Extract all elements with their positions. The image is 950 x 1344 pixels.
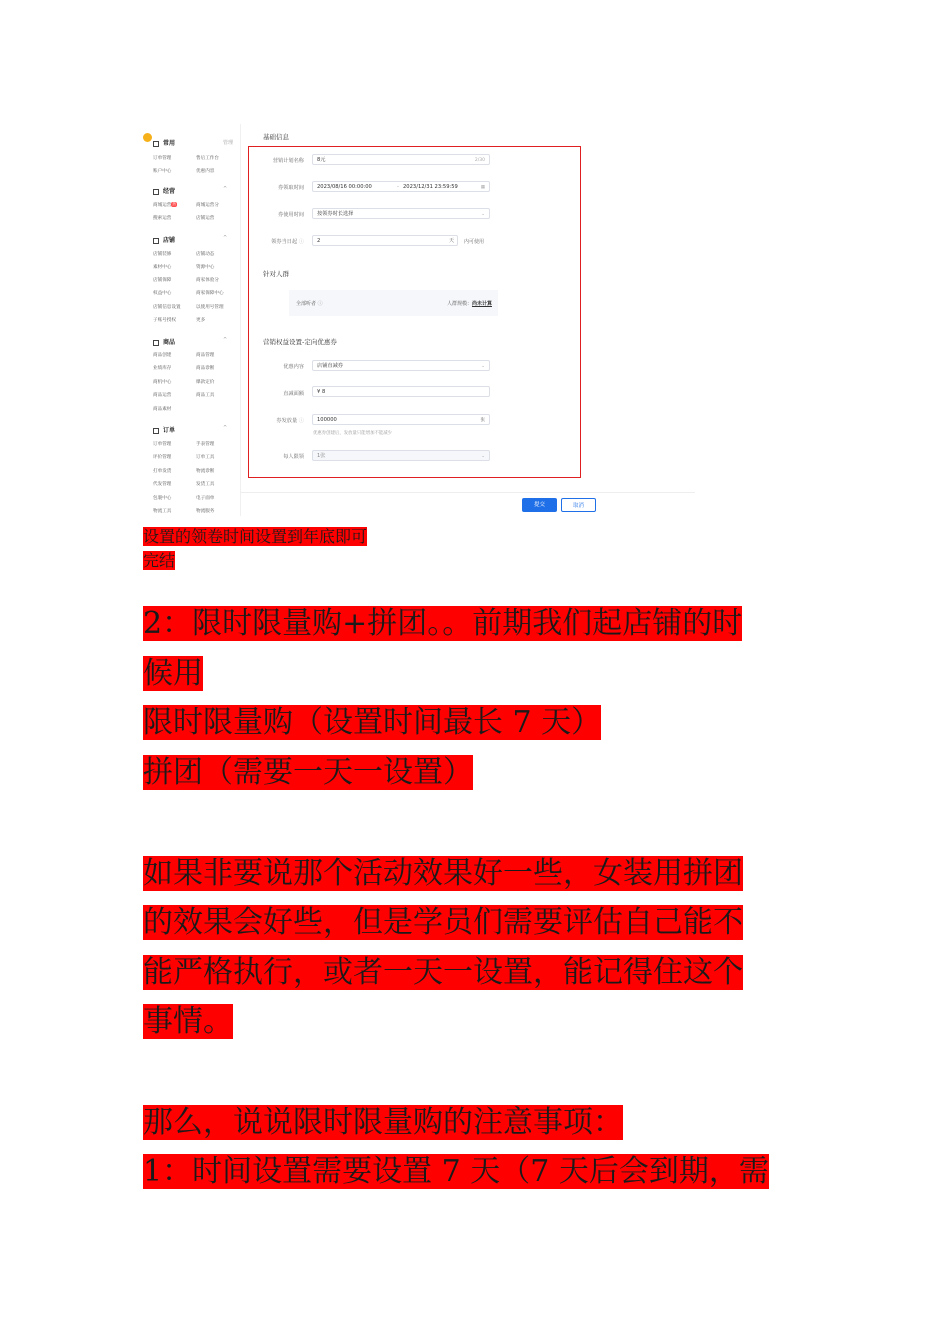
limit-label: 每人限领: [283, 454, 304, 460]
section-icon: [153, 141, 159, 147]
sidebar-item[interactable]: 订单管理: [153, 442, 172, 447]
doc-line: 限时限量购（设置时间最长 7 天）: [143, 705, 602, 740]
sidebar-item[interactable]: 代发管理: [153, 482, 172, 487]
claim-time-range[interactable]: 2023/08/16 00:00:00 - 2023/12/31 23:59:59 ▦: [312, 181, 490, 192]
info-icon: ⓘ: [297, 418, 304, 424]
submit-button[interactable]: 提交: [522, 498, 557, 512]
sidebar-item[interactable]: 商品管理: [196, 353, 215, 358]
section-icon: [153, 238, 159, 244]
sidebar-item[interactable]: 订单管理: [153, 156, 172, 161]
sidebar-item[interactable]: 素材中心: [153, 265, 172, 270]
target-title: 针对人群: [263, 270, 289, 278]
doc-line: 1：时间设置需要设置 7 天（7 天后会到期，需: [143, 1154, 769, 1189]
doc-line: 完结: [143, 551, 176, 570]
sidebar-item[interactable]: 店铺保障: [153, 278, 172, 283]
discount-label: 优惠内容: [283, 364, 304, 370]
sidebar-item[interactable]: 售后工作台: [196, 156, 219, 161]
days-unit: 天: [449, 238, 455, 244]
sidebar-item[interactable]: 物流诊断: [196, 469, 215, 474]
qty-input[interactable]: 100000 张: [312, 414, 490, 425]
sidebar-item[interactable]: 打单发货: [153, 469, 172, 474]
sidebar-item[interactable]: 商品运营: [153, 393, 172, 398]
qty-hint: 优惠券创建后，发放量只能增加不能减少: [313, 431, 393, 436]
hot-badge: 热: [172, 202, 176, 206]
crowd-panel: [289, 290, 498, 316]
collapse-icon[interactable]: ^: [223, 186, 228, 192]
limit-select[interactable]: 1张 ⌄: [312, 450, 490, 461]
valid-tail: 内可使用: [464, 239, 485, 245]
sidebar: [143, 124, 241, 516]
collapse-icon[interactable]: ^: [223, 337, 228, 343]
sidebar-item[interactable]: 更多: [196, 318, 206, 323]
crowd-option[interactable]: 全部听者 ⓘ: [296, 301, 323, 307]
basic-info-title: 基础信息: [263, 133, 289, 141]
sidebar-section-orders[interactable]: 订单: [153, 425, 175, 434]
sidebar-item[interactable]: 发货工具: [196, 482, 215, 487]
sidebar-item[interactable]: 店铺运营: [196, 216, 215, 221]
amount-label: 直减面额: [283, 391, 304, 397]
plan-name-label: 营销计划名称: [272, 158, 304, 164]
chevron-down-icon: ⌄: [481, 364, 485, 369]
doc-line: 候用: [143, 656, 203, 691]
sidebar-item[interactable]: 订单工具: [196, 455, 215, 460]
cancel-button[interactable]: 取消: [561, 498, 596, 512]
footer-divider: [240, 492, 695, 493]
chevron-down-icon: ⌄: [481, 212, 485, 217]
valid-days-input[interactable]: 2: [312, 235, 458, 246]
sidebar-item[interactable]: 子账号授权: [153, 318, 176, 323]
info-icon: ⓘ: [317, 301, 323, 307]
sidebar-item[interactable]: 物流工具: [153, 509, 172, 514]
sidebar-item[interactable]: 商品创建: [153, 353, 172, 358]
doc-line: 如果非要说那个活动效果好一些，女装用拼团: [143, 856, 743, 891]
collapse-icon[interactable]: ^: [223, 425, 228, 431]
sidebar-item[interactable]: 资源中心: [196, 265, 215, 270]
qty-unit: 张: [480, 418, 485, 423]
section-icon: [153, 340, 159, 346]
claim-time-label: 券领取时间: [278, 185, 304, 191]
discount-select[interactable]: 店铺直减券 ⌄: [312, 360, 490, 371]
doc-line: 那么，说说限时限量购的注意事项：: [143, 1105, 623, 1140]
doc-line: 的效果会好些，但是学员们需要评估自己能不: [143, 905, 743, 940]
doc-line: 设置的领卷时间设置到年底即可: [143, 527, 368, 546]
coupon-form: [240, 124, 695, 516]
sidebar-item[interactable]: 电子面单: [196, 496, 215, 501]
embedded-screenshot: [143, 124, 695, 516]
crowd-size: 人群规模：尚未计算: [446, 301, 492, 307]
doc-line: 能严格执行，或者一天一设置，能记得住这个: [143, 955, 743, 990]
chevron-down-icon: ⌄: [481, 454, 485, 459]
sidebar-item[interactable]: 商机中心: [153, 380, 172, 385]
use-time-select[interactable]: 按领券时长选择 ⌄: [312, 208, 490, 219]
valid-days-label: 领券当日起 ⓘ: [271, 239, 304, 245]
sidebar-item[interactable]: 商品工具: [196, 393, 215, 398]
sidebar-item[interactable]: 业绩库存: [153, 366, 172, 371]
sidebar-section-operation[interactable]: 经营: [153, 186, 175, 195]
sidebar-item[interactable]: 爆款定价: [196, 380, 215, 385]
sidebar-item[interactable]: 权益中心: [153, 291, 172, 296]
doc-line: 事情。: [143, 1004, 233, 1039]
qty-label: 券发放量 ⓘ: [276, 418, 304, 424]
sidebar-item[interactable]: 商品素材: [153, 407, 172, 412]
sidebar-item[interactable]: 商品诊断: [196, 366, 215, 371]
sidebar-item[interactable]: 商城运营热: [153, 202, 176, 208]
sidebar-item[interactable]: 商城运营分: [196, 203, 219, 208]
sidebar-item[interactable]: 包裹中心: [153, 496, 172, 501]
collapse-icon[interactable]: ^: [223, 235, 228, 241]
plan-name-input[interactable]: 8元 2/30: [312, 154, 490, 165]
sidebar-item[interactable]: 评价管理: [153, 455, 172, 460]
sidebar-item[interactable]: 商家体验分: [196, 278, 219, 283]
sidebar-item[interactable]: 物流服务: [196, 509, 215, 514]
calendar-icon: ▦: [480, 185, 485, 190]
sidebar-item[interactable]: 账户中心: [153, 169, 172, 174]
sidebar-item[interactable]: 店铺装修: [153, 252, 172, 257]
sidebar-item[interactable]: 店铺动态: [196, 252, 215, 257]
doc-line: 拼团（需要一天一设置）: [143, 755, 473, 790]
sidebar-item[interactable]: 手表管理: [196, 442, 215, 447]
benefit-title: 营销权益设置-定向优惠券: [263, 338, 337, 346]
sidebar-item[interactable]: 以使用号管理: [196, 305, 224, 310]
sidebar-section-store[interactable]: 店铺: [153, 235, 175, 244]
sidebar-section-common[interactable]: 常用: [153, 138, 175, 147]
doc-line: 2：限时限量购+拼团。。前期我们起店铺的时: [143, 606, 743, 641]
sidebar-item[interactable]: 店铺信息设置: [153, 305, 181, 310]
amount-input[interactable]: ¥ 8: [312, 386, 490, 397]
manage-link[interactable]: 管理: [223, 140, 234, 146]
section-icon: [153, 189, 159, 195]
info-icon: ⓘ: [297, 239, 304, 245]
sidebar-section-goods[interactable]: 商品: [153, 337, 175, 346]
sidebar-item[interactable]: 优惠内容: [196, 169, 215, 174]
char-count: 2/30: [474, 158, 485, 163]
use-time-label: 券使用时间: [278, 212, 304, 218]
section-icon: [153, 428, 159, 434]
sidebar-item[interactable]: 商家保障中心: [196, 291, 224, 296]
logo-icon: [143, 133, 152, 142]
sidebar-item[interactable]: 搜索运营: [153, 216, 172, 221]
